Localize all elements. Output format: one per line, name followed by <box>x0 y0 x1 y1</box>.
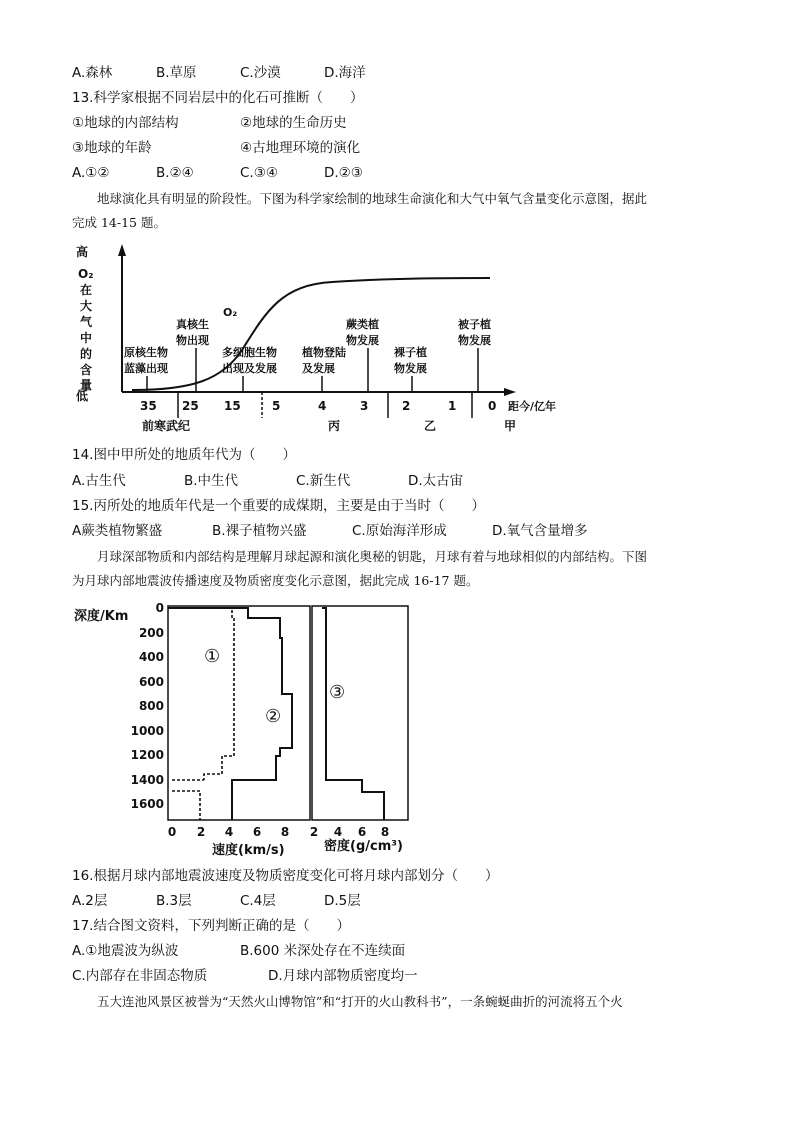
q13-item-1: ①地球的内部结构 <box>72 115 179 131</box>
era-label-jia: 甲 <box>504 419 517 433</box>
event-label-line: 物发展 <box>458 334 491 347</box>
q17-stem: 17.结合图文资料，下列判断正确的是（ ） <box>72 918 350 934</box>
event-angiosperms <box>458 317 491 391</box>
q17-option-b: B.600 米深处存在不连续面 <box>240 943 406 959</box>
wave-1-line <box>204 608 234 780</box>
depth-tick: 1600 <box>130 797 164 811</box>
q13-option-b: B.②④ <box>156 165 194 181</box>
density-tick: 6 <box>357 825 367 839</box>
x-tick-label: 5 <box>272 399 281 413</box>
speed-axis-title: 速度(km/s) <box>212 843 285 858</box>
intro-paragraph-1-line-1: 地球演化具有明显的阶段性。下图为科学家绘制的地球生命演化和大气中氧气含量变化示意图，据此 <box>97 191 648 206</box>
density-tick: 2 <box>309 825 319 839</box>
q14-stem: 14.图中甲所处的地质年代为（ ） <box>72 447 296 463</box>
event-label-line: 物出现 <box>176 334 209 347</box>
q15-option-c: C.原始海洋形成 <box>352 523 447 539</box>
q13-option-d: D.②③ <box>324 165 363 181</box>
moon-interior-figure <box>72 598 424 860</box>
x-tick-label: 3 <box>360 399 369 413</box>
q15-option-b: B.裸子植物兴盛 <box>212 523 307 539</box>
q14-option-c: C.新生代 <box>296 473 351 489</box>
depth-axis-title: 深度/Km <box>74 609 129 624</box>
y-axis-arrow <box>118 244 126 256</box>
option-b: B.草原 <box>156 65 197 81</box>
speed-tick: 2 <box>196 825 206 839</box>
era-labels <box>142 418 516 433</box>
era-label-yi: 乙 <box>424 419 437 433</box>
x-tick-label: 15 <box>224 399 241 413</box>
q13-stem: 13.科学家根据不同岩层中的化石可推断（ ） <box>72 90 364 106</box>
intro-paragraph-3-line-1: 五大连池风景区被誉为“天然火山博物馆”和“打开的火山教科书”，一条蜿蜒曲折的河流将五个火 <box>97 994 623 1009</box>
y-axis-title-char: 大 <box>80 299 93 313</box>
depth-tick: 400 <box>138 650 164 664</box>
q13-item-3: ③地球的年龄 <box>72 140 152 156</box>
q15-option-d: D.氧气含量增多 <box>492 523 588 539</box>
event-label-line: 蕨类植 <box>346 318 379 331</box>
q16-stem: 16.根据月球内部地震波速度及物质密度变化可将月球内部划分（ ） <box>72 868 499 884</box>
x-tick-label: 25 <box>182 399 199 413</box>
wave-1-line <box>172 791 200 820</box>
speed-tick: 4 <box>224 825 234 839</box>
oxygen-curve-label: O₂ <box>223 306 238 319</box>
speed-tick: 8 <box>280 825 290 839</box>
q15-stem: 15.丙所处的地质年代是一个重要的成煤期，主要是由于当时（ ） <box>72 498 485 514</box>
depth-tick: 1000 <box>130 724 164 738</box>
x-tick-label: 1 <box>448 399 457 413</box>
q14-option-d: D.太古宙 <box>408 473 464 489</box>
speed-tick: 6 <box>252 825 262 839</box>
mark-3: ③ <box>329 682 346 703</box>
event-ferns <box>346 317 379 391</box>
density-axis-title: 密度(g/cm³) <box>324 839 403 854</box>
y-axis-title-char: 量 <box>80 378 93 392</box>
y-axis-high-label: 高 <box>76 245 89 259</box>
q17-option-d: D.月球内部物质密度均一 <box>268 968 418 984</box>
q16-option-d: D.5层 <box>324 893 361 909</box>
y-axis-title-char: 气 <box>80 315 93 329</box>
era-label-precambrian: 前寒武纪 <box>142 419 191 433</box>
option-a: A.森林 <box>72 65 113 81</box>
y-axis-title <box>78 267 93 392</box>
q17-option-c: C.内部存在非固态物质 <box>72 968 208 984</box>
event-gymnosperms <box>394 345 427 391</box>
x-tick-label: 35 <box>140 399 157 413</box>
depth-tick: 600 <box>138 675 164 689</box>
event-label-line: 出现及发展 <box>222 362 277 375</box>
y-axis-title-char: 中 <box>80 331 93 345</box>
density-ticks <box>310 825 389 839</box>
q16-option-c: C.4层 <box>240 893 276 909</box>
y-axis-low-label: 低 <box>76 389 89 403</box>
event-label-line: 物发展 <box>346 334 379 347</box>
depth-tick: 1200 <box>130 748 164 762</box>
x-tick-label: 4 <box>318 399 327 413</box>
speed-tick: 0 <box>167 825 177 839</box>
q17-option-a: A.①地震波为纵波 <box>72 943 179 959</box>
q14-option-a: A.古生代 <box>72 473 126 489</box>
option-d: D.海洋 <box>324 65 366 81</box>
q16-option-b: B.3层 <box>156 893 192 909</box>
x-tick-label: 2 <box>402 399 411 413</box>
q16-option-a: A.2层 <box>72 893 108 909</box>
y-axis-title-char: 的 <box>80 347 93 361</box>
intro-paragraph-2-line-1: 月球深部物质和内部结构是理解月球起源和演化奥秘的钥匙，月球有着与地球相似的内部结构。下图 <box>97 549 648 564</box>
q13-item-2: ②地球的生命历史 <box>240 115 347 131</box>
x-axis-arrow <box>504 388 516 396</box>
event-label-line: 多细胞生物 <box>222 346 277 359</box>
event-label-line: 物发展 <box>394 362 427 375</box>
event-label-line: 蓝藻出现 <box>124 362 168 375</box>
event-label-line: 真核生 <box>176 318 209 331</box>
mark-1: ① <box>204 646 221 667</box>
q14-option-b: B.中生代 <box>184 473 239 489</box>
depth-tick: 800 <box>138 699 164 713</box>
q13-option-c: C.③④ <box>240 165 278 181</box>
event-label-line: 被子植 <box>458 318 491 331</box>
y-axis-title-char: 在 <box>80 283 93 297</box>
x-axis-unit: 距今/亿年 <box>508 400 557 413</box>
x-tick-label: 0 <box>488 399 497 413</box>
mark-2: ② <box>265 706 282 727</box>
depth-tick: 1400 <box>130 773 164 787</box>
speed-ticks <box>168 825 289 839</box>
event-label-line: 原核生物 <box>124 346 168 359</box>
speed-panel-frame <box>168 606 310 820</box>
depth-tick: 200 <box>138 626 164 640</box>
y-axis-title-char: 含 <box>80 363 93 377</box>
density-tick: 8 <box>380 825 390 839</box>
depth-tick: 0 <box>155 601 164 615</box>
event-multicellular <box>222 345 277 391</box>
intro-paragraph-1-line-2: 完成 14-15 题。 <box>72 215 166 230</box>
event-plants-land <box>302 345 346 391</box>
x-axis-ticks <box>140 399 556 413</box>
life-evolution-oxygen-figure <box>72 240 572 436</box>
q15-option-a: A蕨类植物繁盛 <box>72 523 163 539</box>
era-label-bing: 丙 <box>328 419 341 433</box>
density-tick: 4 <box>333 825 343 839</box>
event-label-line: 裸子植 <box>394 346 427 359</box>
q13-option-a: A.①② <box>72 165 110 181</box>
density-line <box>322 608 384 820</box>
option-c: C.沙漠 <box>240 65 281 81</box>
event-label-line: 植物登陆 <box>302 346 346 359</box>
event-label-line: 及发展 <box>302 362 335 375</box>
intro-paragraph-2-line-2: 为月球内部地震波传播速度及物质密度变化示意图，据此完成 16-17 题。 <box>72 573 479 588</box>
event-prokaryote <box>124 345 168 391</box>
depth-ticks <box>131 601 164 811</box>
y-axis-title-char: O₂ <box>78 267 94 281</box>
q13-item-4: ④古地理环境的演化 <box>240 140 361 156</box>
